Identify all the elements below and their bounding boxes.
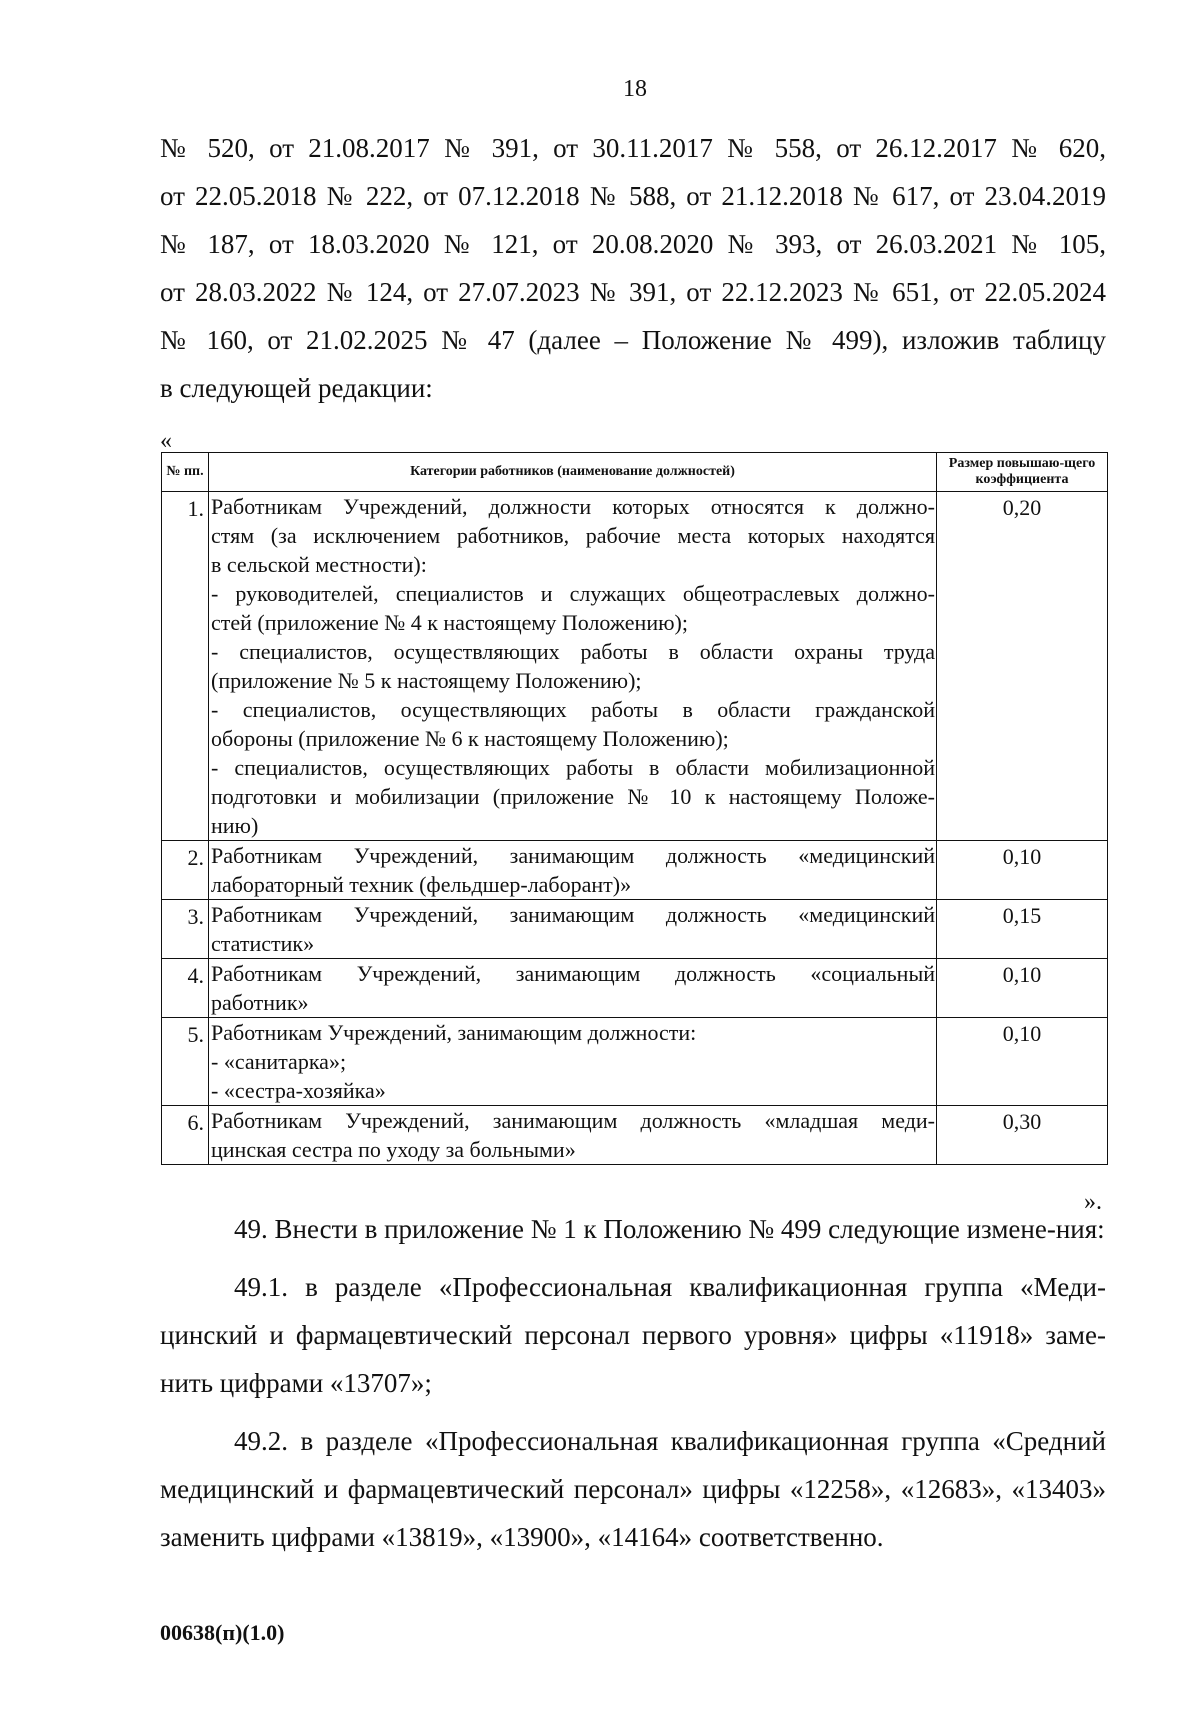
category-line: Работникам Учреждений, занимающим должность «социальный (211, 961, 935, 986)
category-line: обороны (приложение № 6 к настоящему Положению); (211, 726, 729, 751)
intro-line: от 22.05.2018 № 222, от 07.12.2018 № 588, от 21.12.2018 № 617, от 23.04.2019 (160, 181, 1106, 211)
row-number: 6. (162, 1106, 209, 1165)
paragraph-49: 49. Внести в приложение № 1 к Положению № 499 следующие измене-ния: (234, 1214, 1105, 1244)
row-category (209, 492, 937, 841)
intro-line: № 187, от 18.03.2020 № 121, от 20.08.2020 № 393, от 26.03.2021 № 105, (160, 229, 1106, 259)
row-category (209, 900, 937, 959)
row-category (209, 1018, 937, 1106)
category-line: Работникам Учреждений, занимающим должность «медицинский (211, 902, 935, 927)
table-row (162, 841, 1108, 900)
table-row (162, 959, 1108, 1018)
quote-open: « (160, 428, 172, 454)
table-row (162, 492, 1108, 841)
category-line: - «санитарка»; (211, 1049, 347, 1074)
amendments (160, 1205, 1106, 1561)
row-category (209, 959, 937, 1018)
category-line: стям (за исключением работников, рабочие места которых находятся (211, 523, 935, 548)
category-line: (приложение № 5 к настоящему Положению); (211, 668, 642, 693)
category-line: - специалистов, осуществляющих работы в области гражданской (211, 697, 935, 722)
table-row (162, 900, 1108, 959)
row-number: 3. (162, 900, 209, 959)
intro-line: в следующей редакции: (160, 373, 433, 403)
category-line: Работникам Учреждений, занимающим должности: (211, 1020, 697, 1045)
category-line: - специалистов, осуществляющих работы в области охраны труда (211, 639, 935, 664)
page-number: 18 (623, 76, 647, 102)
category-line: нию) (211, 813, 259, 838)
category-line: лабораторный техник (фельдшер-лаборант)» (211, 872, 632, 897)
row-number: 1. (162, 492, 209, 841)
category-line: - «сестра-хозяйка» (211, 1078, 386, 1103)
row-category (209, 1106, 937, 1165)
category-line: стей (приложение № 4 к настоящему Положению); (211, 610, 688, 635)
row-number: 2. (162, 841, 209, 900)
table-row (162, 1106, 1108, 1165)
category-line: статистик» (211, 931, 315, 956)
category-line: - специалистов, осуществляющих работы в области мобилизационной (211, 755, 935, 780)
category-line: Работникам Учреждений, должности которых относятся к должно- (211, 494, 935, 519)
header-category: Категории работников (наименование должностей) (209, 453, 937, 492)
coefficient-table (161, 452, 1108, 1165)
row-coefficient: 0,10 (937, 1018, 1108, 1106)
category-line: цинская сестра по уходу за больными» (211, 1137, 576, 1162)
header-coefficient: Размер повышаю-щего коэффициента (937, 453, 1108, 492)
paragraph-49-1: 49.1. в разделе «Профессиональная квалификационная группа «Меди-цинский и фармацевтический персонал первого уровня» цифры «11918» заме-нить цифрами «13707»; (160, 1272, 1106, 1398)
table-row (162, 1018, 1108, 1106)
category-line: в сельской местности): (211, 552, 427, 577)
category-line: подготовки и мобилизации (приложение № 10 к настоящему Положе- (211, 784, 935, 809)
intro-line: № 520, от 21.08.2017 № 391, от 30.11.2017 № 558, от 26.12.2017 № 620, (160, 133, 1106, 163)
table-header-row (162, 453, 1108, 492)
category-line: работник» (211, 990, 309, 1015)
paragraph-49-2: 49.2. в разделе «Профессиональная квалификационная группа «Средний медицинский и фармацевтический персонал» цифры «12258», «12683», «13403» заменить цифрами «13819», «13900», «14164» соответственно. (160, 1426, 1106, 1552)
document-code: 00638(п)(1.0) (160, 1620, 285, 1645)
quote-close: ». (1084, 1189, 1102, 1215)
row-number: 4. (162, 959, 209, 1018)
category-line: - руководителей, специалистов и служащих общеотраслевых должно- (211, 581, 935, 606)
row-coefficient: 0,10 (937, 841, 1108, 900)
row-number: 5. (162, 1018, 209, 1106)
category-line: Работникам Учреждений, занимающим должность «младшая меди- (211, 1108, 935, 1133)
row-coefficient: 0,10 (937, 959, 1108, 1018)
row-coefficient: 0,20 (937, 492, 1108, 841)
row-category (209, 841, 937, 900)
row-coefficient: 0,15 (937, 900, 1108, 959)
intro-line: № 160, от 21.02.2025 № 47 (далее – Положение № 499), изложив таблицу (160, 325, 1106, 355)
intro-text (160, 124, 1106, 412)
intro-line: от 28.03.2022 № 124, от 27.07.2023 № 391, от 22.12.2023 № 651, от 22.05.2024 (160, 277, 1106, 307)
row-coefficient: 0,30 (937, 1106, 1108, 1165)
header-num: № пп. (162, 453, 209, 492)
category-line: Работникам Учреждений, занимающим должность «медицинский (211, 843, 935, 868)
